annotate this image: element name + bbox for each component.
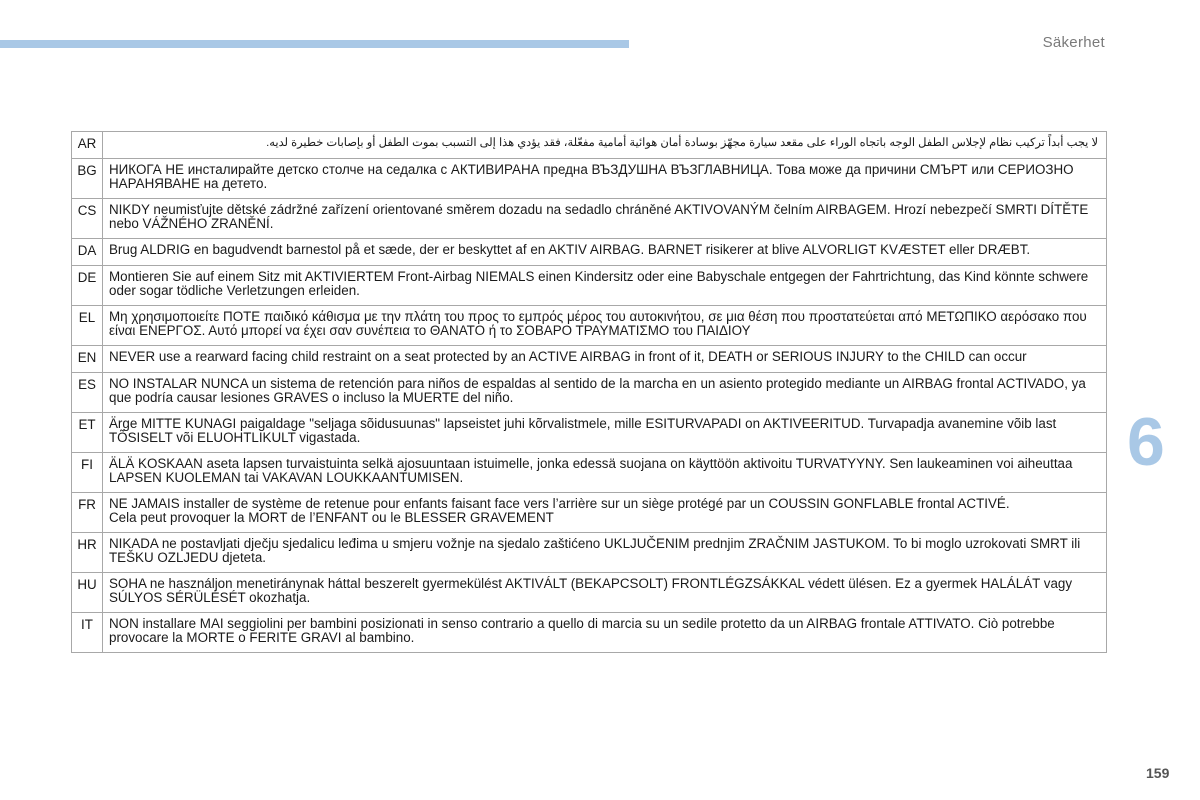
language-code: FR xyxy=(72,493,103,533)
language-code: HR xyxy=(72,533,103,573)
language-code: FI xyxy=(72,453,103,493)
table-row xyxy=(72,266,1107,306)
section-title: Säkerhet xyxy=(1042,34,1105,51)
warning-text: НИКОГА НЕ инсталирайте детско столче на седалка с АКТИВИРАНА предна ВЪЗДУШНА ВЪЗГЛАВНИЦА. Това може да причини СМЪРТ или СЕРИОЗНО НАРАНЯВАНЕ на детето. xyxy=(103,159,1107,199)
warning-text: Brug ALDRIG en bagudvendt barnestol på et sæde, der er beskyttet af en AKTIV AIRBAG. BARNET risikerer at blive ALVORLIGT KVÆSTET eller DRÆBT. xyxy=(103,239,1107,266)
table-row xyxy=(72,413,1107,453)
language-code: ES xyxy=(72,373,103,413)
table-row xyxy=(72,533,1107,573)
header-accent-bar xyxy=(0,40,629,48)
table-row xyxy=(72,132,1107,159)
table-row xyxy=(72,199,1107,239)
page-number: 159 xyxy=(1146,765,1170,781)
language-code: EN xyxy=(72,346,103,373)
table-row xyxy=(72,573,1107,613)
warning-text: Montieren Sie auf einem Sitz mit AKTIVIERTEM Front-Airbag NIEMALS einen Kindersitz oder eine Babyschale entgegen der Fahrtrichtung, das Kind könnte schwere oder sogar tödliche Verletzungen erleiden. xyxy=(103,266,1107,306)
warning-text: NIKDY neumisťujte dětské zádržné zařízení orientované směrem dozadu na sedadlo chráněné AKTIVOVANÝM čelním AIRBAGEM. Hrozí nebezpečí SMRTI DÍTĚTE nebo VÁŽNÉHO ZRANĚNÍ. xyxy=(103,199,1107,239)
warning-text: Ärge MITTE KUNAGI paigaldage "seljaga sõidusuunas" lapseistet juhi kõrvalistmele, mille ESITURVAPADI on AKTIVEERITUD. Turvapadja avanemine võib last TÕSISELT või ELUOHTLIKULT vigastada. xyxy=(103,413,1107,453)
table-row xyxy=(72,239,1107,266)
table-row xyxy=(72,493,1107,533)
chapter-number: 6 xyxy=(1127,404,1165,480)
language-code: AR xyxy=(72,132,103,159)
language-code: DA xyxy=(72,239,103,266)
warning-text: NEVER use a rearward facing child restraint on a seat protected by an ACTIVE AIRBAG in front of it, DEATH or SERIOUS INJURY to the CHILD can occur xyxy=(103,346,1107,373)
warning-text: ÄLÄ KOSKAAN aseta lapsen turvaistuinta selkä ajosuuntaan istuimelle, jonka edessä suojana on käyttöön aktivoitu TURVATYYNY. Sen laukeaminen voi aiheuttaa LAPSEN KUOLEMAN tai VAKAVAN LOUKKAANTUMISEN. xyxy=(103,453,1107,493)
warning-text: NE JAMAIS installer de système de retenue pour enfants faisant face vers l’arrière sur un siège protégé par un COUSSIN GONFLABLE frontal ACTIVÉ. Cela peut provoquer la MORT de l’ENFANT ou le BLESSER GRAVEMENT xyxy=(103,493,1107,533)
language-code: ET xyxy=(72,413,103,453)
language-code: DE xyxy=(72,266,103,306)
airbag-warning-table xyxy=(71,131,1107,653)
warning-text: NO INSTALAR NUNCA un sistema de retención para niños de espaldas al sentido de la marcha en un asiento protegido mediante un AIRBAG frontal ACTIVADO, ya que podría causar lesiones GRAVES o incluso la MUERTE del niño. xyxy=(103,373,1107,413)
language-code: HU xyxy=(72,573,103,613)
table-row xyxy=(72,346,1107,373)
language-code: EL xyxy=(72,306,103,346)
table-row xyxy=(72,613,1107,653)
table-row xyxy=(72,306,1107,346)
language-code: BG xyxy=(72,159,103,199)
table-row xyxy=(72,159,1107,199)
warning-text: NON installare MAI seggiolini per bambini posizionati in senso contrario a quello di marcia su un sedile protetto da un AIRBAG frontale ATTIVATO. Ciò potrebbe provocare la MORTE o FERITE GRAVI al bambino. xyxy=(103,613,1107,653)
table-row xyxy=(72,373,1107,413)
language-code: CS xyxy=(72,199,103,239)
warning-text: لا يجب أبداً تركيب نظام لإجلاس الطفل الوجه باتجاه الوراء على مقعد سيارة مجهّز بوسادة أمان هوائية أمامية مفعّلة، فقد يؤدي هذا إلى التسبب بموت الطفل أو بإصابات خطيرة لديه. xyxy=(103,132,1107,159)
table-row xyxy=(72,453,1107,493)
warning-text: SOHA ne használjon menetiránynak háttal beszerelt gyermekülést AKTIVÁLT (BEKAPCSOLT) FRONTLÉGZSÁKKAL védett ülésen. Ez a gyermek HALÁLÁT vagy SÚLYOS SÉRÜLÉSÉT okozhatja. xyxy=(103,573,1107,613)
warning-text: Μη χρησιμοποιείτε ΠΟΤΕ παιδικό κάθισμα με την πλάτη του προς το εμπρός μέρος του αυτοκινήτου, σε μια θέση που προστατεύεται από ΜΕΤΩΠΙΚΟ αερόσακο που είναι ΕΝΕΡΓΟΣ. Αυτό μπορεί να έχει σαν συνέπεια το ΘΑΝΑΤΟ ή το ΣΟΒΑΡΟ ΤΡΑΥΜΑΤΙΣΜΟ του ΠΑΙΔΙΟΥ xyxy=(103,306,1107,346)
language-code: IT xyxy=(72,613,103,653)
warning-text: NIKADA ne postavljati dječju sjedalicu leđima u smjeru vožnje na sjedalo zaštićeno UKLJUČENIM prednjim ZRAČNIM JASTUKOM. To bi moglo uzrokovati SMRT ili TEŠKU OZLJEDU djeteta. xyxy=(103,533,1107,573)
